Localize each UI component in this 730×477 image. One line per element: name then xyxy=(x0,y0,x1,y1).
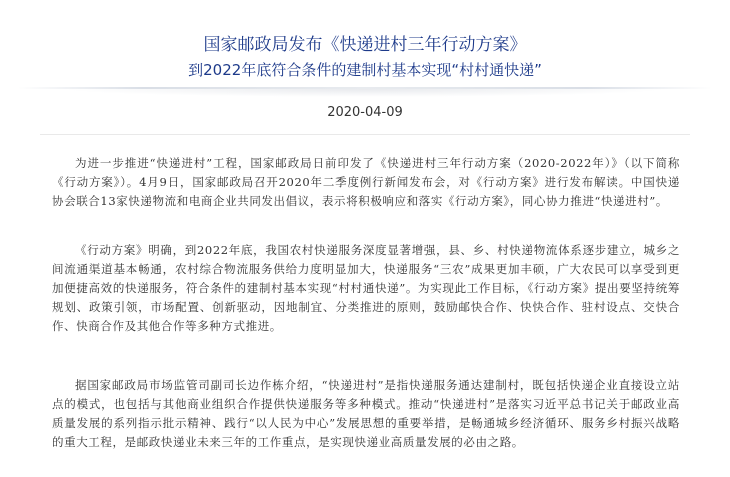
article-paragraph-1: 为进一步推进“快递进村”工程，国家邮政局日前印发了《快递进村三年行动方案（2020-2022年）》（以下简称《行动方案》）。4月9日，国家邮政局召开2020年二季度例行新闻发布会，对《行动方案》进行发布解读。中国快递协会联合13家快递物流和电商企业共同发出倡议，表示将积极响应和落实《行动方案》，同心协力推进“快递进村”。 xyxy=(52,156,680,208)
title-divider-shadow xyxy=(60,89,670,97)
publish-date: 2020-04-09 xyxy=(327,105,403,120)
article-paragraph-3: 据国家邮政局市场监管司副司长边作栋介绍，“快递进村”是指快递服务通达建制村，既包括快递企业直接设立站点的模式，也包括与其他商业组织合作提供快递服务等多种模式。推动“快递进村”是落实习近平总书记关于邮政业高质量发展的系列指示批示精神、践行“以人民为中心”发展思想的重要举措，是畅通城乡经济循环、服务乡村振兴战略的重大工程，是邮政快递业未来三年的工作重点，是实现快递业高质量发展的必由之路。 xyxy=(52,378,680,449)
article-paragraph-2: 《行动方案》明确，到2022年底，我国农村快递服务深度显著增强，县、乡、村快递物流体系逐步建立，城乡之间流通渠道基本畅通，农村综合物流服务供给力度明显加大，快递服务“三农”成果更加丰硕，广大农民可以享受到更加便捷高效的快递服务，符合条件的建制村基本实现“村村通快递”。为实现此工作目标，《行动方案》提出要坚持统筹规划、政策引领，市场配置、创新驱动，因地制宜、分类推进的原则，鼓励邮快合作、快快合作、驻村设点、交快合作、快商合作及其他合作等多种方式推进。 xyxy=(52,243,680,333)
article-subtitle: 到2022年底符合条件的建制村基本实现“村村通快递” xyxy=(188,61,542,79)
article-title: 国家邮政局发布《快递进村三年行动方案》 xyxy=(203,35,527,55)
date-divider xyxy=(40,134,690,135)
